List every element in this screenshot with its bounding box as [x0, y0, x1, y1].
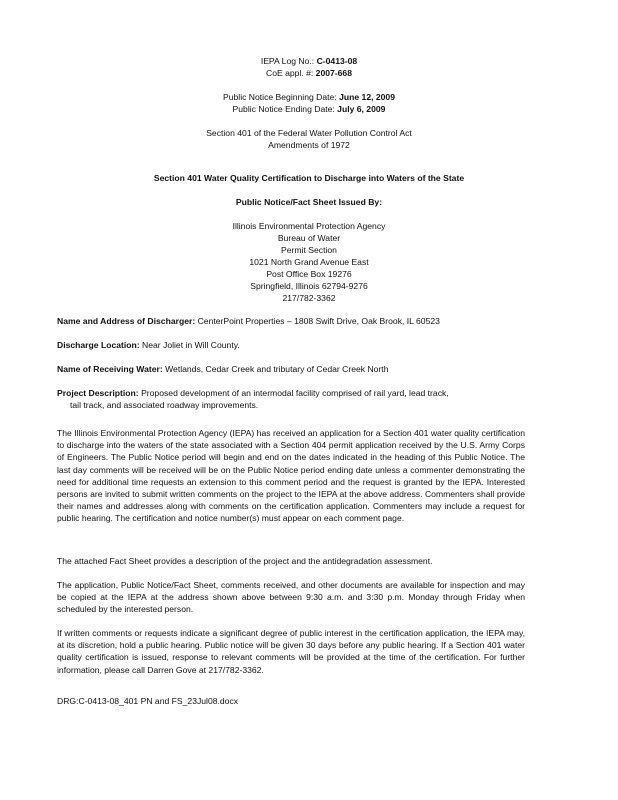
paragraph-text: The attached Fact Sheet provides a description of the project and the antidegradation assessment. [57, 556, 433, 566]
project-description-line-1: Proposed development of an intermodal facility comprised of rail yard, lead track, [141, 388, 449, 398]
discharger-value: CenterPoint Properties – 1808 Swift Drive, Oak Brook, IL 60523 [197, 316, 440, 326]
receiving-water-line [57, 363, 525, 375]
body-paragraph-2 [57, 555, 525, 567]
coe-application-line [0, 67, 618, 79]
notice-end-line [0, 103, 618, 115]
log-number-value: C-0413-08 [316, 56, 358, 66]
paragraph-text: If written comments or requests indicate a significant degree of public interest in the certification application, the IEPA may, at its discretion, hold a public hearing. Public notice will be given 30 days before any public hearing. If a Section 401 water quality certification is issued, response to relevant comments will be provided at the time of the certification. For further information, please call Darren Gove at 217/782-3362. [57, 628, 525, 675]
street-address: 1021 North Grand Avenue East [249, 257, 369, 267]
body-paragraph-3 [57, 579, 525, 616]
discharge-location-label: Discharge Location: [57, 340, 140, 350]
body-paragraph-4 [57, 627, 525, 676]
notice-begin-value: June 12, 2009 [339, 92, 395, 102]
act-line-2: Amendments of 1972 [268, 140, 350, 150]
discharge-location-value: Near Joliet in Will County. [142, 340, 240, 350]
discharge-location-line [57, 339, 525, 351]
section-name: Permit Section [281, 245, 337, 255]
bureau-name: Bureau of Water [277, 233, 341, 243]
receiving-water-label: Name of Receiving Water: [57, 364, 163, 374]
coe-application-label: CoE appl. #: [265, 68, 314, 78]
notice-begin-line [0, 91, 618, 103]
project-description [57, 387, 525, 411]
body-paragraph-1 [57, 427, 525, 525]
agency-name: Illinois Environmental Protection Agency [232, 221, 386, 231]
po-box: Post Office Box 19276 [266, 269, 352, 279]
agency-phone: 217/782-3362 [282, 293, 336, 303]
log-number-label: IEPA Log No.: [260, 56, 315, 66]
receiving-water-value: Wetlands, Cedar Creek and tributary of Cedar Creek North [165, 364, 389, 374]
issued-by-heading: Public Notice/Fact Sheet Issued By: [235, 197, 383, 207]
paragraph-text: The Illinois Environmental Protection Agency (IEPA) has received an application for a Section 401 water quality certification to discharge into the waters of the state associated with a Section 404 permit application received by the U.S. Army Corps of Engineers. The Public Notice period will begin and end on the dates indicated in the heading of this Public Notice. The last day comments will be received will be on the Public Notice period ending date unless a commenter demonstrating the need for additional time requests an extension to this comment period and the request is granted by the IEPA. Interested persons are invited to submit written comments on the project to the IEPA at the above address. Commenters shall provide their names and addresses along with comments on the certification application. Commenters may include a request for public hearing. The certification and notice number(s) must appear on each comment page. [57, 428, 525, 524]
notice-end-value: July 6, 2009 [337, 104, 386, 114]
discharger-label: Name and Address of Discharger: [57, 316, 196, 326]
coe-application-value: 2007-668 [315, 68, 352, 78]
notice-end-label: Public Notice Ending Date: [232, 104, 335, 114]
notice-begin-label: Public Notice Beginning Date: [223, 92, 337, 102]
document-title: Section 401 Water Quality Certification to Discharge into Waters of the State [153, 173, 465, 183]
city-state-zip: Springfield, Illinois 62794-9276 [250, 281, 368, 291]
file-reference: DRG:C-0413-08_401 PN and FS_23Jul08.docx [57, 696, 239, 706]
act-line-1: Section 401 of the Federal Water Pollution Control Act [206, 128, 412, 138]
project-description-label: Project Description: [57, 388, 139, 398]
discharger-line [57, 315, 525, 327]
project-description-line-2: tail track, and associated roadway improvements. [70, 400, 259, 411]
log-number-line [0, 55, 618, 67]
paragraph-text: The application, Public Notice/Fact Sheet, comments received, and other documents are available for inspection and may be copied at the IEPA at the address shown above between 9:30 a.m. and 3:30 p.m. Monday through Friday when scheduled by the interested person. [57, 580, 525, 615]
